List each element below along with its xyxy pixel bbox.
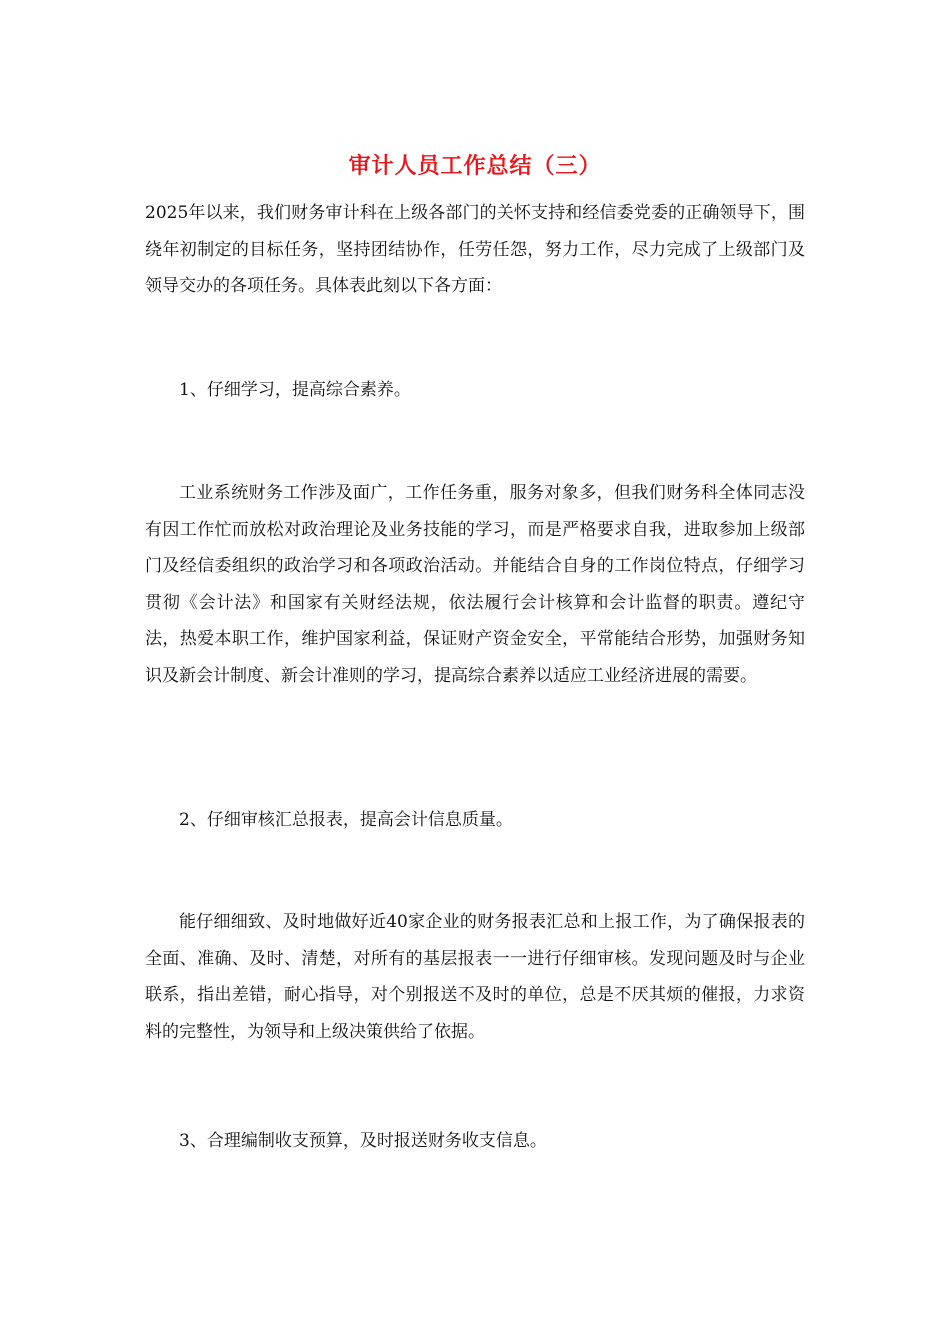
section-heading-1: 1、仔细学习，提高综合素养。 (179, 380, 411, 400)
section-body-1: 工业系统财务工作涉及面广，工作任务重，服务对象多，但我们财务科全体同志没有因工作忙而放松对政治理论及业务技能的学习，而是严格要求自我，进取参加上级部门及经信委组织的政治学习和各项政治活动。并能结合自身的工作岗位特点，仔细学习贯彻《会计法》和国家有关财经法规，依法履行会计核算和会计监督的职责。遵纪守法，热爱本职工作，维护国家利益，保证财产资金安全，平常能结合形势，加强财务知识及新会计制度、新会计准则的学习，提高综合素养以适应工业经济进展的需要。 (145, 483, 805, 686)
section-body-2: 能仔细细致、及时地做好近40家企业的财务报表汇总和上报工作，为了确保报表的全面、准确、及时、清楚，对所有的基层报表一一进行仔细审核。发现问题及时与企业联系，指出差错，耐心指导，对个别报送不及时的单位，总是不厌其烦的催报，力求资料的完整性，为领导和上级决策供给了依据。 (145, 912, 805, 1042)
document-title: 审计人员工作总结（三） (348, 153, 602, 179)
section-heading-2: 2、仔细审核汇总报表，提高会计信息质量。 (179, 810, 513, 830)
intro-paragraph: 2025年以来，我们财务审计科在上级各部门的关怀支持和经信委党委的正确领导下，围绕年初制定的目标任务，坚持团结协作，任劳任怨，努力工作，尽力完成了上级部门及领导交办的各项任务。具体表此刻以下各方面： (145, 203, 805, 296)
section-heading-3: 3、合理编制收支预算，及时报送财务收支信息。 (179, 1131, 547, 1151)
